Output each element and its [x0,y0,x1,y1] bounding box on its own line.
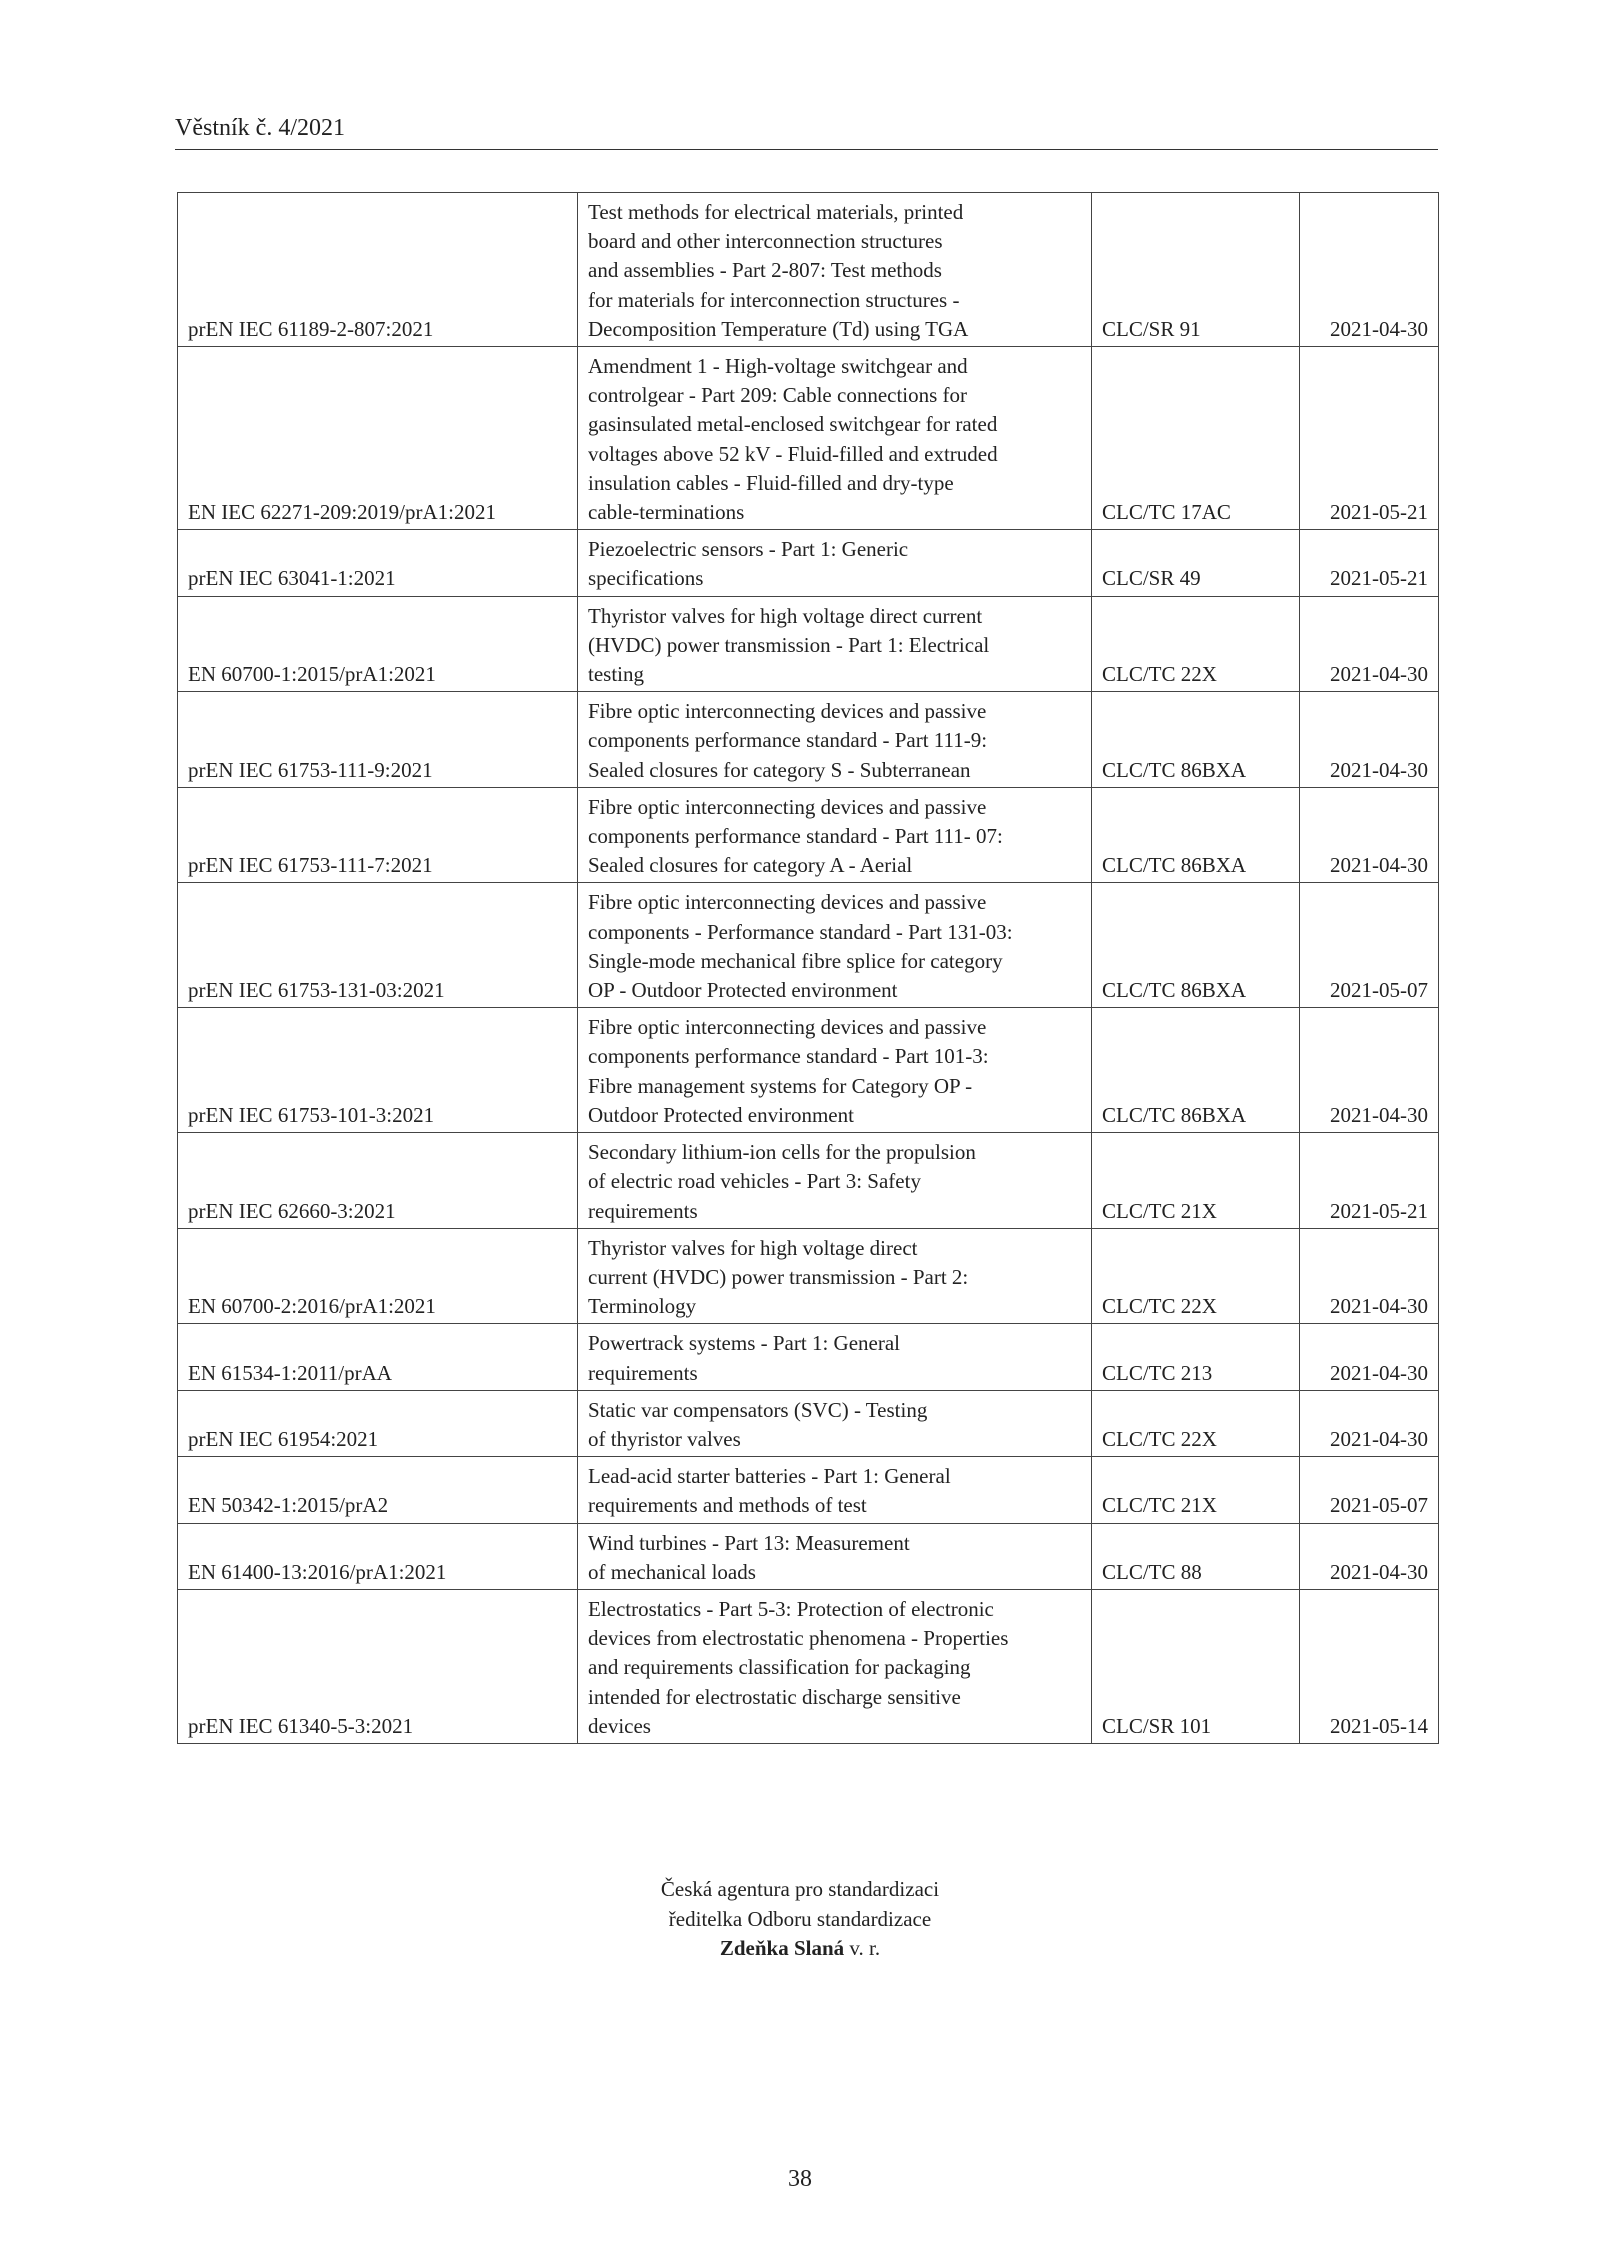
deadline-date: 2021-04-30 [1300,1228,1439,1324]
deadline-date: 2021-05-21 [1300,1133,1439,1229]
standard-description: Fibre optic interconnecting devices and passive components - Performance standard - Part 131-03: Single-mode mechanical fibre splice for category OP - Outdoor Protected environment [578,883,1092,1008]
table-row [178,1523,1439,1589]
standard-code: prEN IEC 61189-2-807:2021 [178,193,578,347]
table-row [178,692,1439,788]
committee: CLC/TC 213 [1092,1324,1300,1390]
table-row [178,1228,1439,1324]
deadline-date: 2021-04-30 [1300,1390,1439,1456]
table-row [178,530,1439,596]
deadline-date: 2021-04-30 [1300,1523,1439,1589]
table-row [178,883,1439,1008]
committee: CLC/SR 101 [1092,1589,1300,1743]
standard-description: Lead-acid starter batteries - Part 1: General requirements and methods of test [578,1457,1092,1523]
standard-code: EN 60700-2:2016/prA1:2021 [178,1228,578,1324]
deadline-date: 2021-04-30 [1300,692,1439,788]
standard-code: EN 61400-13:2016/prA1:2021 [178,1523,578,1589]
table-row [178,1589,1439,1743]
committee: CLC/SR 49 [1092,530,1300,596]
standard-code: prEN IEC 62660-3:2021 [178,1133,578,1229]
table-row [178,1390,1439,1456]
committee: CLC/TC 86BXA [1092,787,1300,883]
standard-description: Fibre optic interconnecting devices and passive components performance standard - Part 111-9: Sealed closures for category S - Subterranean [578,692,1092,788]
standard-description: Test methods for electrical materials, printed board and other interconnection structures and assemblies - Part 2-807: Test methods for materials for interconnection structures - Decomposition Temperature (Td) using TGA [578,193,1092,347]
standard-code: prEN IEC 61753-111-7:2021 [178,787,578,883]
committee: CLC/TC 17AC [1092,347,1300,530]
committee: CLC/TC 22X [1092,596,1300,692]
table-row [178,193,1439,347]
standard-code: prEN IEC 63041-1:2021 [178,530,578,596]
standard-description: Wind turbines - Part 13: Measurement of mechanical loads [578,1523,1092,1589]
table-row [178,596,1439,692]
signature-block [0,1875,1600,1964]
page-header [175,113,1438,150]
committee: CLC/TC 86BXA [1092,883,1300,1008]
standard-code: prEN IEC 61954:2021 [178,1390,578,1456]
committee: CLC/TC 88 [1092,1523,1300,1589]
standard-description: Powertrack systems - Part 1: General requirements [578,1324,1092,1390]
deadline-date: 2021-05-21 [1300,530,1439,596]
standard-code: prEN IEC 61753-101-3:2021 [178,1008,578,1133]
table-row [178,1457,1439,1523]
standard-code: EN 61534-1:2011/prAA [178,1324,578,1390]
committee: CLC/TC 22X [1092,1390,1300,1456]
standard-code: prEN IEC 61753-131-03:2021 [178,883,578,1008]
signature-suffix: v. r. [849,1936,881,1960]
table-row [178,1008,1439,1133]
deadline-date: 2021-04-30 [1300,787,1439,883]
deadline-date: 2021-04-30 [1300,1324,1439,1390]
table-row [178,1133,1439,1229]
committee: CLC/TC 86BXA [1092,692,1300,788]
bulletin-title: Věstník č. 4/2021 [175,115,345,141]
standard-description: Thyristor valves for high voltage direct current (HVDC) power transmission - Part 1: Electrical testing [578,596,1092,692]
table-row [178,787,1439,883]
committee: CLC/TC 21X [1092,1457,1300,1523]
standard-code: EN 60700-1:2015/prA1:2021 [178,596,578,692]
standard-description: Piezoelectric sensors - Part 1: Generic specifications [578,530,1092,596]
signatory-line [0,1934,1600,1964]
standard-code: EN 50342-1:2015/prA2 [178,1457,578,1523]
standard-description: Fibre optic interconnecting devices and passive components performance standard - Part 101-3: Fibre management systems for Category OP - Outdoor Protected environment [578,1008,1092,1133]
organization-name: Česká agentura pro standardizaci [660,1877,940,1901]
committee: CLC/SR 91 [1092,193,1300,347]
standard-code: prEN IEC 61340-5-3:2021 [178,1589,578,1743]
deadline-date: 2021-04-30 [1300,193,1439,347]
signatory-name: Zdeňka Slaná [719,1936,845,1960]
standard-description: Static var compensators (SVC) - Testing of thyristor valves [578,1390,1092,1456]
standards-table [177,192,1439,1744]
deadline-date: 2021-05-07 [1300,883,1439,1008]
committee: CLC/TC 86BXA [1092,1008,1300,1133]
standard-description: Amendment 1 - High-voltage switchgear and controlgear - Part 209: Cable connections for gasinsulated metal-enclosed switchgear for rated voltages above 52 kV - Fluid-filled and extruded insulation cables - Fluid-filled and dry-type cable-terminations [578,347,1092,530]
signatory-position: ředitelka Odboru standardizace [668,1906,932,1931]
deadline-date: 2021-05-21 [1300,347,1439,530]
standard-description: Electrostatics - Part 5-3: Protection of electronic devices from electrostatic phenomena - Properties and requirements classification for packaging intended for electrostatic discharge sensitive devices [578,1589,1092,1743]
deadline-date: 2021-05-14 [1300,1589,1439,1743]
deadline-date: 2021-04-30 [1300,1008,1439,1133]
table-row [178,347,1439,530]
committee: CLC/TC 21X [1092,1133,1300,1229]
standard-description: Secondary lithium-ion cells for the propulsion of electric road vehicles - Part 3: Safety requirements [578,1133,1092,1229]
standard-description: Thyristor valves for high voltage direct current (HVDC) power transmission - Part 2: Terminology [578,1228,1092,1324]
standard-description: Fibre optic interconnecting devices and passive components performance standard - Part 111- 07: Sealed closures for category A - Aerial [578,787,1092,883]
standard-code: EN IEC 62271-209:2019/prA1:2021 [178,347,578,530]
standard-code: prEN IEC 61753-111-9:2021 [178,692,578,788]
deadline-date: 2021-05-07 [1300,1457,1439,1523]
page-number: 38 [788,2166,812,2192]
deadline-date: 2021-04-30 [1300,596,1439,692]
table-row [178,1324,1439,1390]
committee: CLC/TC 22X [1092,1228,1300,1324]
